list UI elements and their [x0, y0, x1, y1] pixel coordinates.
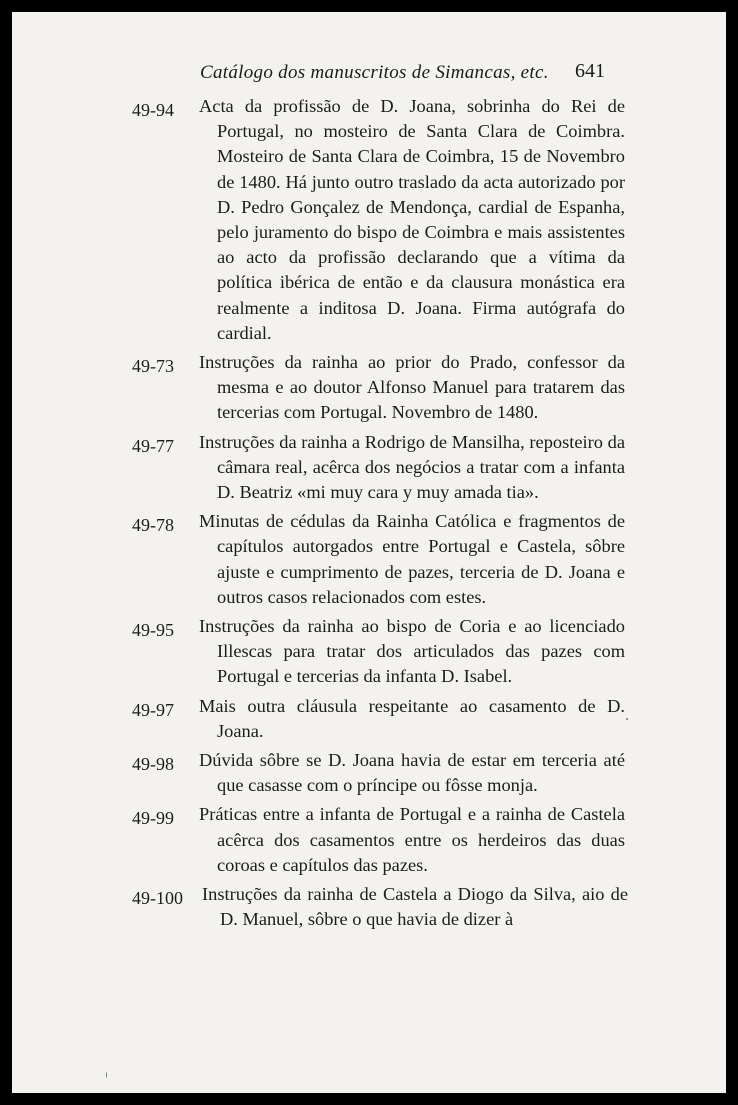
book-page [12, 12, 726, 1093]
entry-text: Dúvida sôbre se D. Joana havia de estar em terceria até que casasse com o príncipe ou fôsse monja. [199, 750, 625, 796]
entry-text: Minutas de cédulas da Rainha Católica e fragmentos de capítulos autorgados entre Portugal e Castela, sôbre ajuste e cumprimento de pazes, terceria de D. Joana e outros casos relacionados com estes. [199, 511, 625, 607]
catalog-entry [12, 802, 726, 878]
entry-text: Práticas entre a infanta de Portugal e a rainha de Castela acêrca dos casamentos entre os herdeiros das duas coroas e capítulos das pazes. [199, 804, 625, 875]
entry-number: 49-99 [132, 808, 174, 829]
entry-number: 49-97 [132, 699, 174, 720]
catalog-entry [12, 694, 726, 744]
catalog-entry [12, 509, 726, 610]
catalog-entry [12, 350, 726, 426]
page-number: 641 [575, 60, 605, 82]
page-header [12, 62, 726, 96]
running-title: Catálogo dos manuscritos de Simancas, etc. [200, 62, 549, 83]
entry-text: Instruções da rainha ao prior do Prado, confessor da mesma e ao doutor Alfonso Manuel para tratarem das tercerias com Portugal. Novembro de 1480. [199, 352, 625, 423]
paper-speck [106, 1072, 107, 1078]
catalog-entry [12, 748, 726, 798]
entry-text: Mais outra cláusula respeitante ao casamento de D. Joana. [199, 695, 625, 741]
entry-number: 49-94 [132, 100, 174, 120]
entry-number: 49-73 [132, 356, 174, 377]
catalog-entry [12, 882, 726, 932]
catalog-entries [12, 94, 726, 937]
catalog-entry [12, 430, 726, 506]
entry-number: 49-100 [132, 888, 183, 909]
entry-number: 49-77 [132, 435, 174, 456]
entry-text: Instruções da rainha ao bispo de Coria e ao licenciado Illescas para tratar dos articulados das pazes com Portugal e tercerias da infanta D. Isabel. [199, 616, 625, 687]
entry-number: 49-98 [132, 754, 174, 775]
entry-text: Instruções da rainha de Castela a Diogo da Silva, aio de D. Manuel, sôbre o que havia de dizer à [202, 884, 628, 930]
entry-number: 49-95 [132, 620, 174, 641]
catalog-entry [12, 614, 726, 690]
entry-number: 49-78 [132, 515, 174, 536]
entry-text: Instruções da rainha a Rodrigo de Mansilha, reposteiro da câmara real, acêrca dos negócios a tratar com a infanta D. Beatriz «mi muy cara y muy amada tia». [199, 431, 625, 503]
entry-text: Acta da profissão de D. Joana, sobrinha do Rei de Portugal, no mosteiro de Santa Clara de Coimbra. Mosteiro de Santa Clara de Coimbra, 15 de Novembro de 1480. Há junto outro traslado da acta autorizado por D. Pedro Gonçalez de Mendonça, cardial de Espanha, pelo juramento do bispo de Coimbra e mais assistentes ao acto da profissão declarando que a vítima da política ibérica de então e da clausura monástica era realmente a inditosa D. Joana. Firma autógrafa do cardial. [199, 96, 625, 343]
catalog-entry [12, 94, 726, 346]
paper-speck [626, 718, 628, 720]
